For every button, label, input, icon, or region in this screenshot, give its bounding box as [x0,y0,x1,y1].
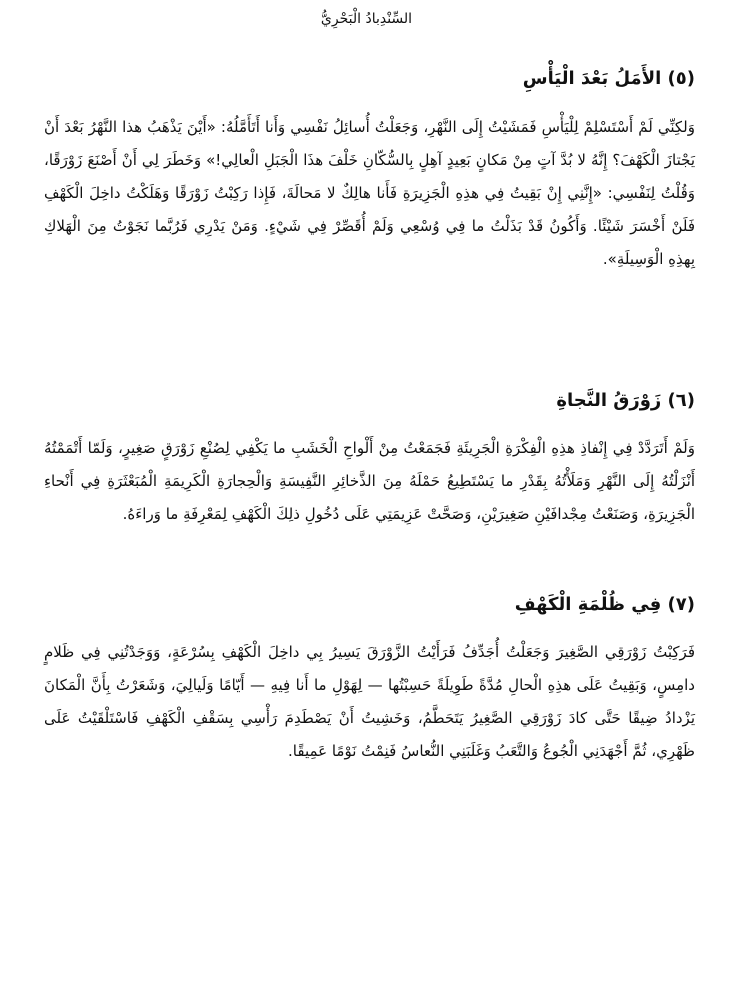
section-title: (٥) الأَمَلُ بَعْدَ الْيَأْسِ [522,68,695,89]
section-paragraph: وَلَمْ أَتَرَدَّدْ فِي إِنْفاذِ هذِهِ الْفِكْرَةِ الْجَرِيئَةِ فَجَمَعْتُ مِنْ أَلْواحِ الْخَشَبِ ما يَكْفِي لِصُنْعِ زَوْرَقٍ صَغِيرٍ، وَلَمّا أَتْمَمْتُهُ أَنْزَلْتُهُ إِلَى النَّهْرِ وَمَلَأْتُهُ بِقَدْرِ ما يَسْتَطِيعُ حَمْلَهُ مِنَ الذَّخائِرِ النَّفِيسَةِ وَالْحِجارَةِ الْكَرِيمَةِ الْمُبَعْثَرَةِ فِي أَنْحاءِ الْجَزِيرَةِ، وَصَنَعْتُ مِجْدافَيْنِ صَغِيرَيْنِ، وَصَحَّتْ عَزِيمَتِي عَلَى دُخُولِ ذلِكَ الْكَهْفِ لِمَعْرِفَةِ ما وَراءَهُ. [44,439,695,523]
section-title: (٧) فِي ظُلْمَةِ الْكَهْفِ [514,594,695,615]
section-6 [44,386,695,531]
section-5 [44,64,695,276]
section-title: (٦) زَوْرَقُ النَّجاةِ [556,390,695,411]
section-paragraph: وَلكِنِّي لَمْ أَسْتَسْلِمْ لِلْيَأْسِ فَمَشَيْتُ إِلَى النَّهْرِ، وَجَعَلْتُ أُسائِلُ نَفْسِي وَأَنا أَتَأَمَّلُهُ: «أَيْنَ يَذْهَبُ هذا النَّهْرُ بَعْدَ أَنْ يَجْتازَ الْكَهْفَ؟ إِنَّهُ لا بُدَّ آتٍ مِنْ مَكانٍ بَعِيدٍ آهِلٍ بِالسُّكّانِ خَلْفَ هذَا الْجَبَلِ الْعالِي!» وَخَطَرَ لِي أَنْ أَصْنَعَ زَوْرَقًا، وَقُلْتُ لِنَفْسِي: «إِنَّنِي إِنْ بَقِيتُ فِي هذِهِ الْجَزِيرَةِ فَأَنا هالِكٌ لا مَحالَةَ، فَإِذا رَكِبْتُ زَوْرَقًا وَهَلَكْتُ داخِلَ الْكَهْفِ فَلَنْ أَخْسَرَ شَيْئًا. وَأَكُونُ قَدْ بَذَلْتُ ما فِي وُسْعِي وَلَمْ أُقَصِّرْ فِي شَيْءٍ. وَمَنْ يَدْرِي فَرُبَّما نَجَوْتُ مِنَ الْهَلاكِ بِهذِهِ الْوَسِيلَةِ». [44,118,695,268]
section-7 [44,590,695,768]
section-paragraph: فَرَكِبْتُ زَوْرَقِي الصَّغِيرَ وَجَعَلْتُ أُجَدِّفُ فَرَأَيْتُ الزَّوْرَقَ يَسِيرُ بِي داخِلَ الْكَهْفِ بِسُرْعَةٍ، وَوَجَدْتُنِي فِي ظَلامٍ دامِسٍ، وَبَقِيتُ عَلَى هذِهِ الْحالِ مُدَّةً طَوِيلَةً حَسِبْتُها — لِهَوْلِ ما أَنا فِيهِ — أَيّامًا وَلَيالِيَ، وَشَعَرْتُ بِأَنَّ الْمَكانَ يَزْدادُ ضِيقًا حَتَّى كادَ زَوْرَقِي الصَّغِيرُ يَتَحَطَّمُ، وَخَشِيتُ أَنْ يَصْطَدِمَ رَأْسِي بِسَقْفِ الْكَهْفِ فَاسْتَلْقَيْتُ عَلَى ظَهْرِي، ثُمَّ أَجْهَدَنِي الْجُوعُ وَالتَّعَبُ وَغَلَبَنِي النُّعاسُ فَنِمْتُ نَوْمًا عَمِيقًا. [44,643,695,760]
running-header: السِّنْدِبادُ الْبَحْرِيُّ [320,11,413,27]
